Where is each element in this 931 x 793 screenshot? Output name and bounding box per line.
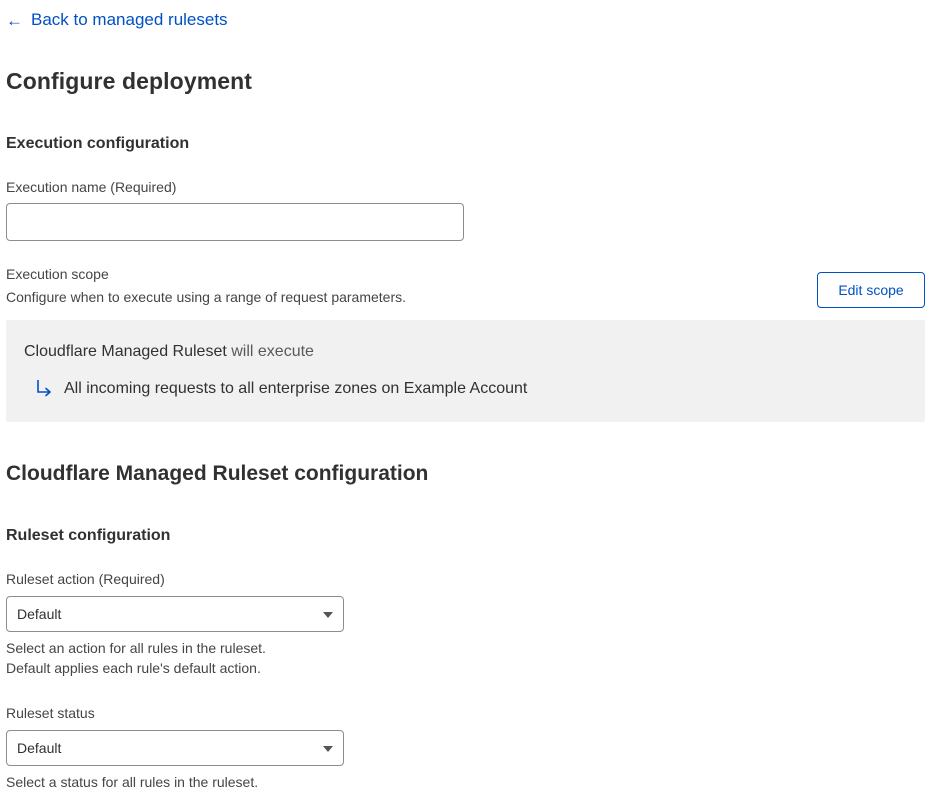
ruleset-status-help [6, 772, 258, 792]
arrow-left-icon: ← [6, 10, 23, 30]
scope-summary-detail: All incoming requests to all enterprise zones on Example Account [64, 380, 528, 397]
ruleset-action-select-wrapper [6, 596, 344, 632]
branch-arrow-icon [36, 379, 54, 399]
ruleset-action-help-line1: Select an action for all rules in the ruleset. [6, 640, 266, 656]
ruleset-status-select-wrapper [6, 730, 344, 766]
ruleset-status-select[interactable] [6, 730, 344, 766]
ruleset-status-label: Ruleset status [6, 705, 95, 721]
ruleset-action-help [6, 638, 266, 678]
back-to-managed-rulesets-link[interactable] [6, 8, 228, 32]
execution-name-input[interactable] [6, 203, 464, 241]
page-title: Configure deployment [6, 68, 253, 94]
execution-scope-description: Configure when to execute using a range of request parameters. [6, 289, 407, 305]
ruleset-status-help-line1: Select a status for all rules in the ruleset. [6, 774, 259, 790]
ruleset-action-select[interactable] [6, 596, 344, 632]
ruleset-configuration-heading: Ruleset configuration [6, 527, 171, 544]
edit-scope-button[interactable]: Edit scope [817, 272, 925, 308]
scope-summary-panel [6, 320, 925, 422]
ruleset-action-label: Ruleset action (Required) [6, 571, 165, 587]
execution-configuration-heading: Execution configuration [6, 135, 190, 152]
scope-summary-headline [24, 341, 314, 363]
scope-ruleset-name: Cloudflare Managed Ruleset [24, 343, 227, 360]
execution-scope-label: Execution scope [6, 266, 109, 282]
back-link-label: Back to managed rulesets [31, 10, 228, 29]
scope-will-execute-text: will execute [226, 343, 314, 360]
ruleset-section-heading: Cloudflare Managed Ruleset configuration [6, 462, 429, 485]
execution-name-label: Execution name (Required) [6, 179, 177, 195]
ruleset-action-help-line2: Default applies each rule's default action. [6, 660, 261, 676]
scope-summary-detail-row [36, 378, 527, 400]
